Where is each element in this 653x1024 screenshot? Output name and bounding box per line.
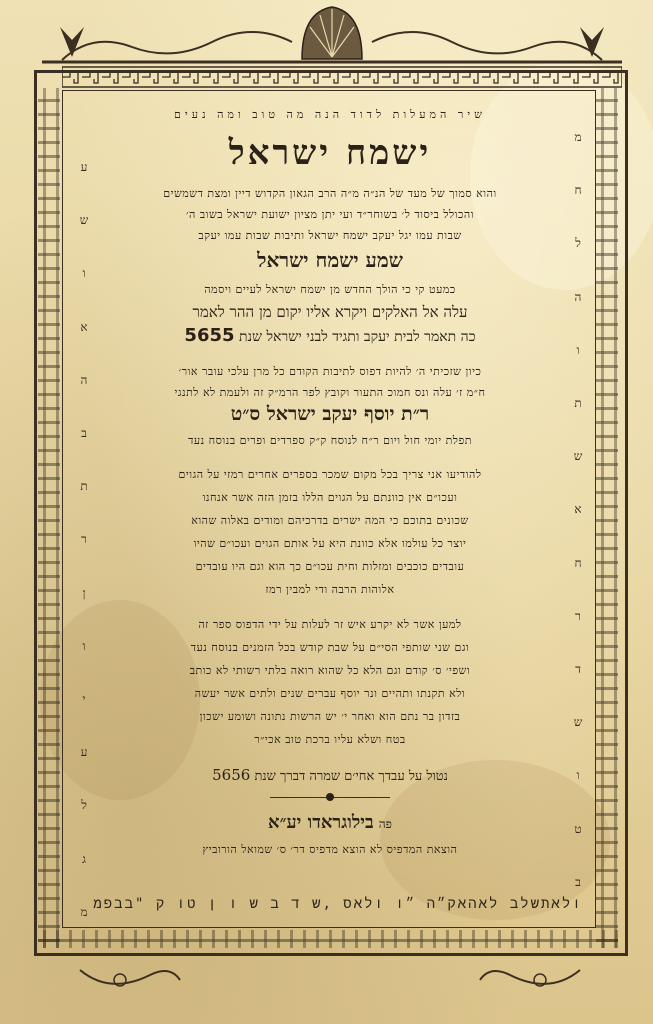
column-letter: ל [81,798,87,813]
para-line: כה תאמר לבית יעקב ותגיד לבני ישראל שנת [238,329,476,345]
column-letter: ן [82,585,86,600]
column-letter: ו [82,638,86,653]
column-letter: ה [80,372,88,387]
notice-line: להודיעו אני צריך בכל מקום שמכר בספרים אחרים רמזי על הגוים [178,468,482,481]
printer-line: הוצאת המדפיס לא הוצא מדפיס דר׳ ס׳ שמואל הורוביץ [202,843,458,856]
column-letter: י [82,692,86,707]
bottom-floral-border [38,930,618,948]
column-letter: ר [575,608,581,623]
book-title: ישמח ישראל [228,133,432,173]
column-letter: ב [81,426,87,441]
para-line: כיון שזכיתי ה׳ להיות דפוס לתיבות הקודם כל מרן עלכי עובר אור׳ [178,365,482,378]
para-line: ח״מ ז׳ עלה ונס חמוכ התעור וקובץ לפר הרמ״ק זה ולעמת לא לתנגי [174,386,486,399]
column-letter: ט [574,821,582,836]
author-name: ר״ת יוסף יעקב ישראל ס״ט [230,403,430,425]
copyright-line: וגם שני שותפי הסי״ם על שבת קודש בכל הזמנים בנוסח נעד [190,641,470,654]
copyright-line: למען אשר לא יקרע איש זר לעלות על ידי הדפוס ספר זה [198,618,462,631]
column-letter: א [80,319,88,334]
column-letter: ת [80,479,88,494]
column-letter: מ [574,130,582,144]
copyright-line: בזדון בר נתם הוא ואחר י׳ יש הרשות נתונה ושומע ישכון [199,710,461,723]
right-letter-column [566,130,590,890]
column-letter: ש [573,715,583,730]
top-ornament [32,2,632,72]
subtitle: שמע ישמח ישראל [257,248,403,272]
column-letter: ל [575,236,581,251]
column-letter: ח [574,555,582,570]
column-letter: א [574,502,582,517]
column-letter: ש [79,213,89,228]
left-floral-border [38,88,60,948]
column-letter: ו [576,768,580,783]
para-line: כמעט קי כי הולך החדש מן ישמח ישראל לעיים ויסמה [204,283,456,296]
bottom-ornament [60,950,600,1000]
notice-line: ועכו״ם אין כוונתם על הגוים הללו בזמן הזה אשר אנחנו [202,491,458,504]
header-line: שיר המעלות לדוד הנה מה טוב ומה נעים [174,108,486,121]
column-letter: ג [82,851,86,866]
notice-line: אלוהות הרבה ודי למבין רמז [265,583,395,596]
title-page-text [100,96,560,860]
closing-line: נטול על עבדך אחי׳ם שמרה דברך שנת [254,769,448,784]
place-name: בילוגראדו יע״א [268,812,374,833]
divider [270,797,390,798]
column-letter: מ [80,904,88,919]
intro-line: והוא סמוך של מעד של הנ״ה מ״ה הרב הגאון הקדוש דיין ומצת דשמשים [163,187,497,200]
para-line: עלה אל האלקים ויקרא אליו יקום מן ההר לאמר [192,303,468,321]
column-letter: ה [574,289,582,304]
column-letter: ו [82,266,86,281]
left-letter-column [72,160,96,920]
right-floral-border [596,88,618,948]
column-letter: ע [80,160,88,174]
copyright-line: ולא תקנתו ותהיים ונר יוסף עברים שנים ולתים אשר יעשה [194,687,466,700]
column-letter: ש [573,449,583,464]
intro-line: והכולל ביסוד ל׳ בשוחר״ד ועי יתן מציון ישועת ישראל בשוב ה׳ [185,208,475,221]
column-letter: ב [575,874,581,889]
copyright-line: בטח ושלא עליו ברכת טוב אכי״ר [254,733,406,746]
column-letter: ו [576,342,580,357]
column-letter: ד [575,662,581,677]
place-label: פה [378,817,392,831]
para-line: תפלת יומי חול ויום ר״ח לנוסח ק״ק ספרדים ופרים בנוסח נעד [188,434,472,447]
column-letter: ר [81,532,87,547]
bottom-text-row: ולאתשלב לאהאק״ה ״ו ולאס ,ש ד ב ש ו ן טו ק "בבפמ [93,896,583,912]
column-letter: ח [574,183,582,198]
notice-line: שכונים בתוכם כי המה ישרים בדרכיהם ומודים באלוה שהוא [191,514,469,527]
intro-line: שבות עמו יגל יעקב ישמח ישראל ותיבות שבות עמו יעקב [198,229,462,242]
year-5655: 5655 [184,325,235,346]
copyright-line: ושפי׳ ס׳ קודם וגם הלא כל שהוא רואה בלתי רשותי לא כותב [189,664,471,677]
year-5656: 5656 [212,766,251,784]
column-letter: ע [80,745,88,760]
notice-line: יוצר כל עולמו אלא כוונת היא על אותם הגוים ועכו״ם שהיו [193,537,467,550]
notice-line: עובדים כוכבים ומזלות וחית עכו״ם כך הוא וגם היו עובדים [195,560,465,573]
column-letter: ת [574,396,582,411]
